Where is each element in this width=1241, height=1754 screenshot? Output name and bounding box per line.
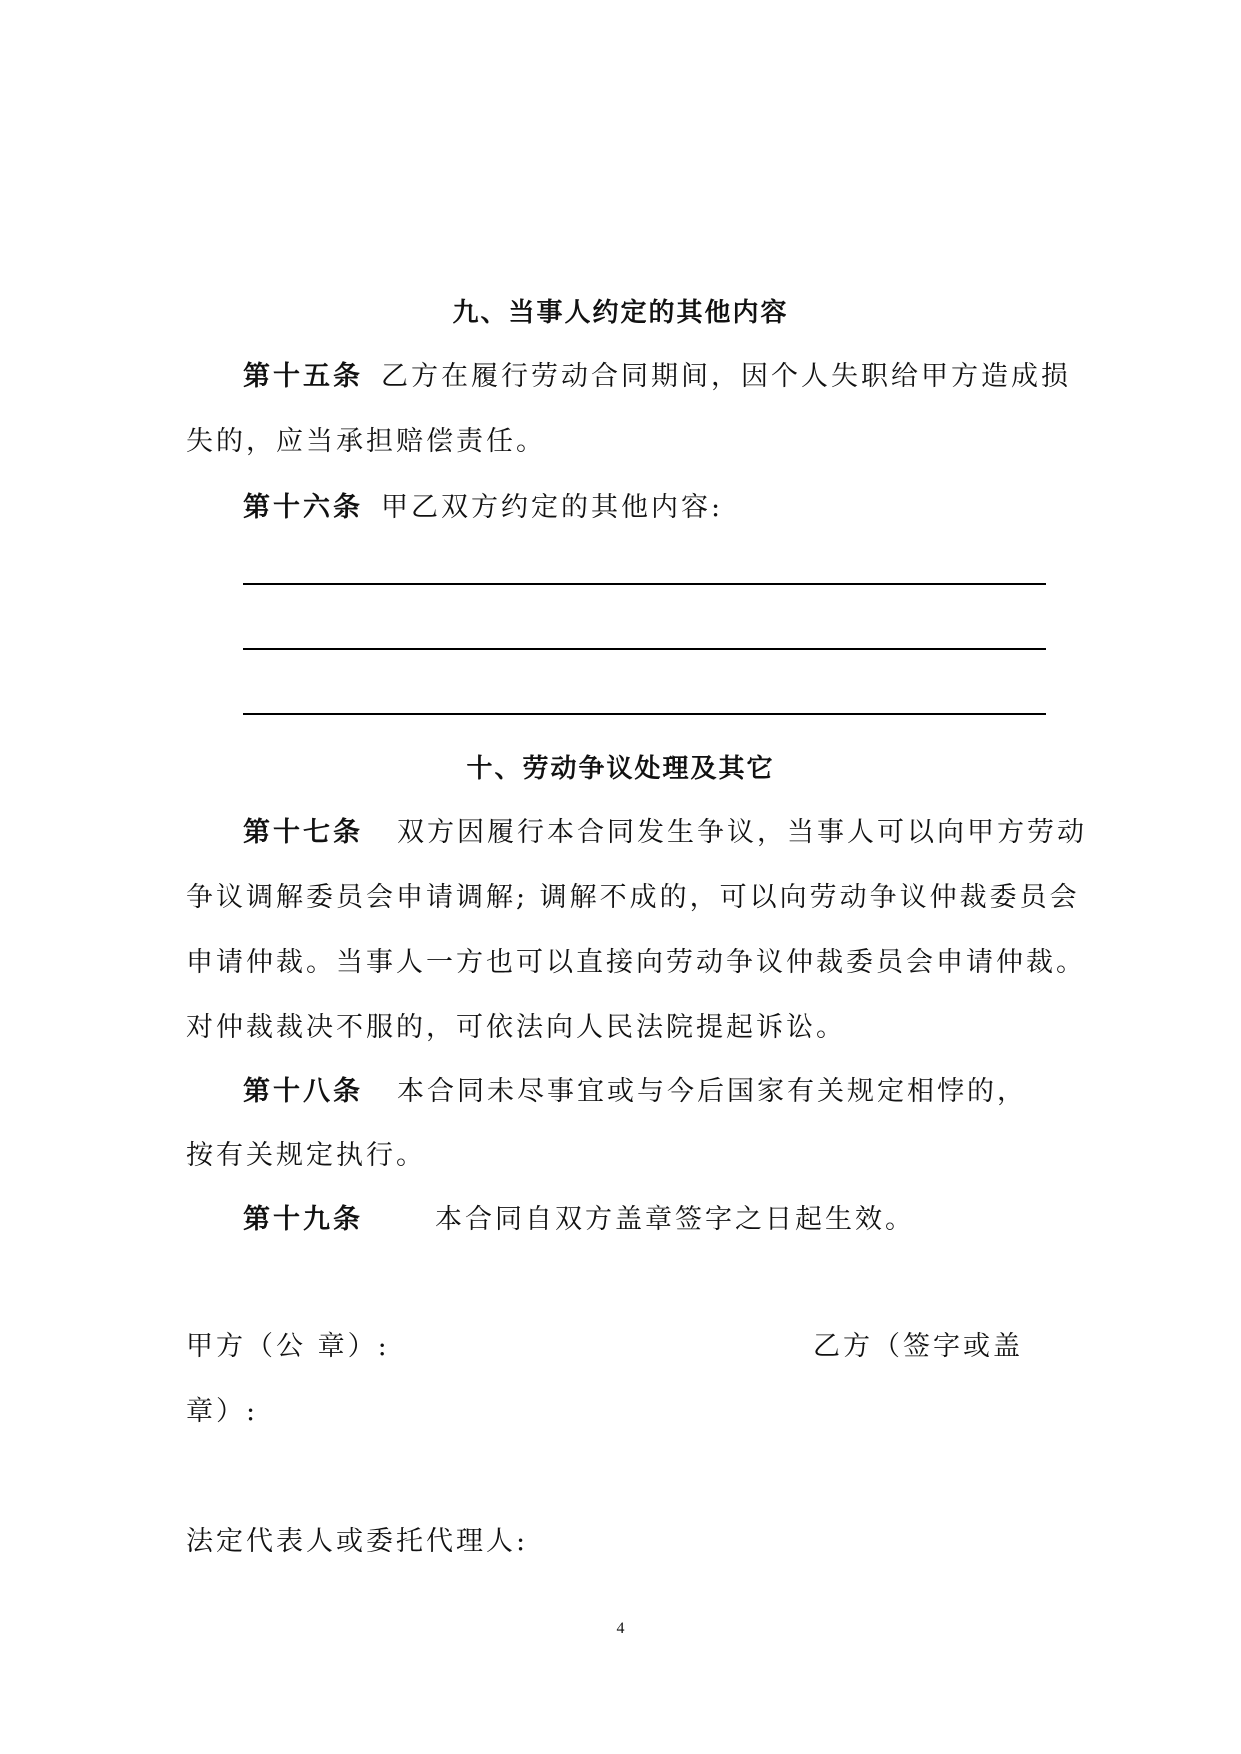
article-19-line xyxy=(243,1200,915,1240)
section-10-heading: 十、劳动争议处理及其它 xyxy=(466,754,775,784)
article-18-text-1: 本合同未尽事宜或与今后国家有关规定相悖的， xyxy=(397,1076,1027,1107)
article-18-line-2: 按有关规定执行。 xyxy=(186,1140,426,1171)
party-b-sign-label-cont: 章）: xyxy=(186,1396,259,1427)
article-19-text: 本合同自双方盖章签字之日起生效。 xyxy=(435,1204,915,1235)
section-9-heading: 九、当事人约定的其他内容 xyxy=(452,298,789,328)
article-16-line xyxy=(243,488,723,528)
article-17-line-3: 申请仲裁。当事人一方也可以直接向劳动争议仲裁委员会申请仲裁。 xyxy=(186,947,1086,978)
article-17-line-2: 争议调解委员会申请调解; 调解不成的，可以向劳动争议仲裁委员会 xyxy=(186,882,1080,913)
party-a-seal-label: 甲方（公 章）: xyxy=(186,1331,390,1362)
article-16-label: 第十六条 xyxy=(243,492,363,523)
article-17-line-4: 对仲裁裁决不服的，可依法向人民法院提起诉讼。 xyxy=(186,1012,846,1043)
blank-fill-line-3 xyxy=(243,713,1046,715)
article-16-text: 甲乙双方约定的其他内容: xyxy=(381,492,724,523)
blank-fill-line-1 xyxy=(243,583,1046,585)
article-15-line-1 xyxy=(243,357,1071,397)
article-15-text-1: 乙方在履行劳动合同期间，因个人失职给甲方造成损 xyxy=(381,361,1071,392)
page-number: 4 xyxy=(616,1620,625,1637)
article-17-text-1: 双方因履行本合同发生争议，当事人可以向甲方劳动 xyxy=(397,817,1087,848)
article-15-line-2: 失的，应当承担赔偿责任。 xyxy=(186,426,546,457)
article-15-label: 第十五条 xyxy=(243,361,363,392)
article-18-line-1 xyxy=(243,1072,1027,1112)
article-17-label: 第十七条 xyxy=(243,817,363,848)
article-19-label: 第十九条 xyxy=(243,1204,363,1235)
article-18-label: 第十八条 xyxy=(243,1076,363,1107)
representative-label: 法定代表人或委托代理人: xyxy=(186,1526,529,1557)
article-17-line-1 xyxy=(243,813,1087,853)
blank-fill-line-2 xyxy=(243,648,1046,650)
party-b-sign-label: 乙方（签字或盖 xyxy=(813,1331,1023,1362)
